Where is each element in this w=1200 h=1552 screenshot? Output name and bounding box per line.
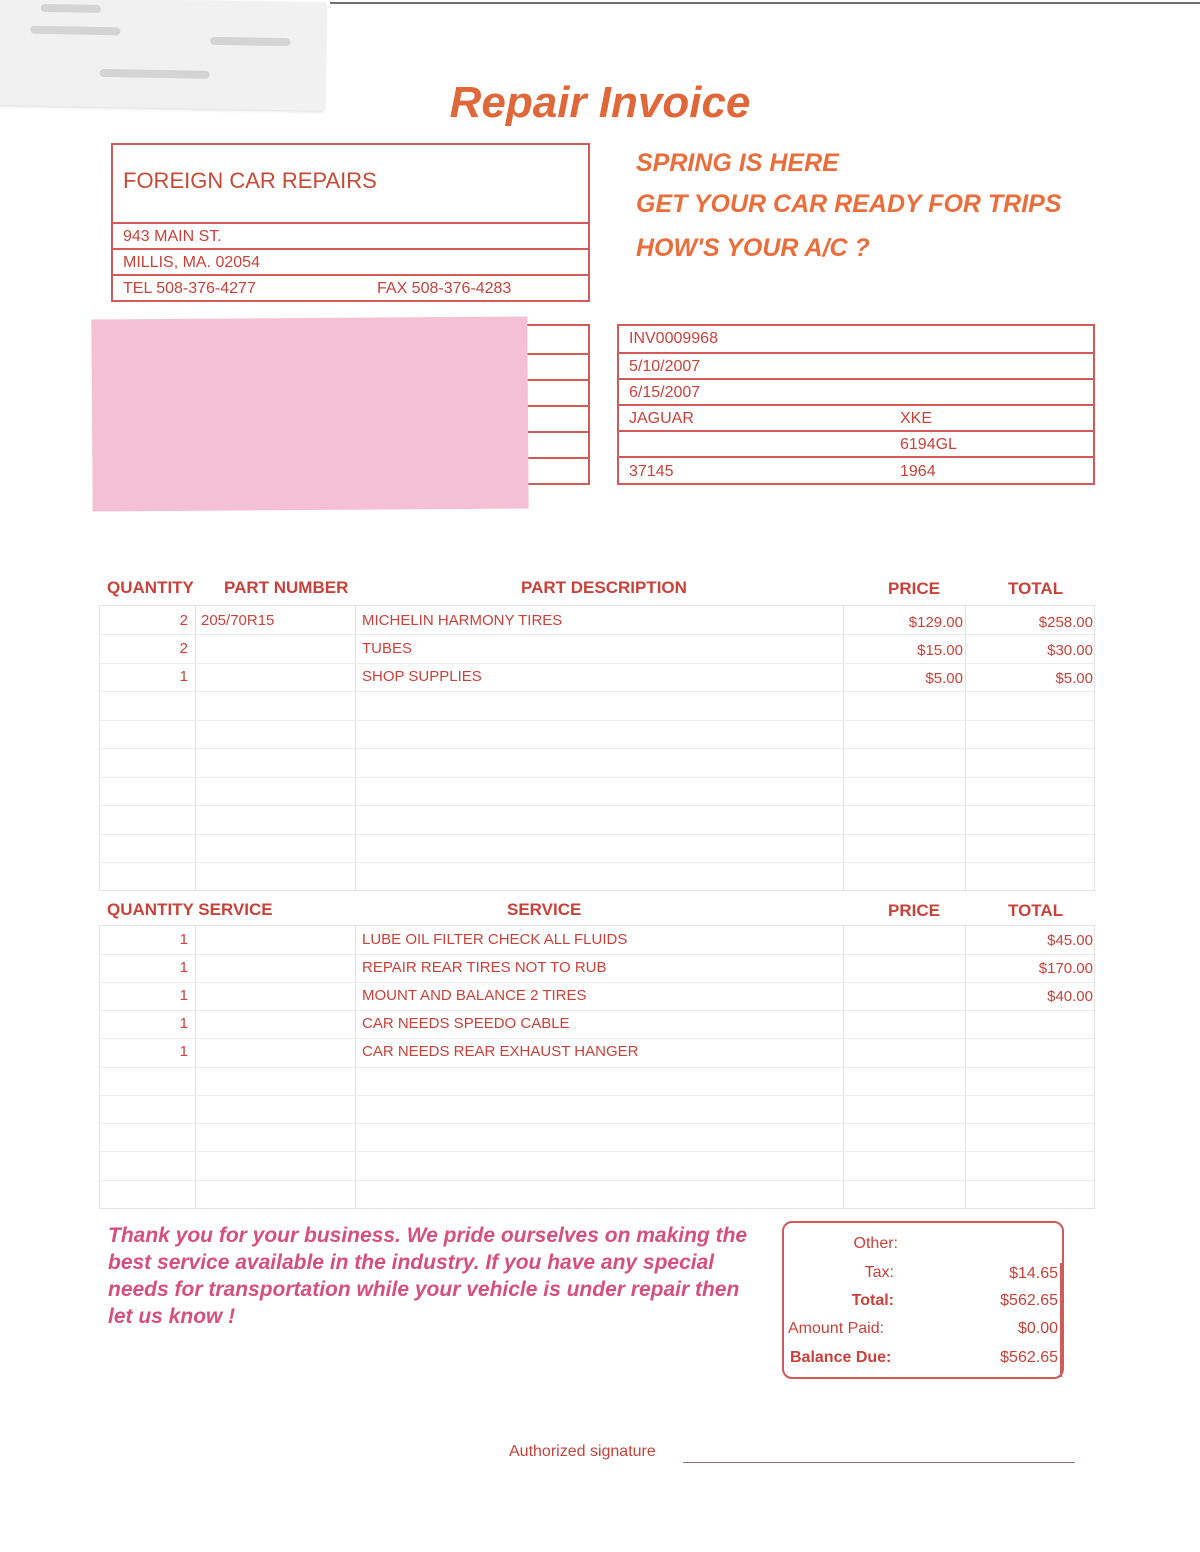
company-address2: MILLIS, MA. 02054 xyxy=(123,254,260,271)
amount-paid-label: Amount Paid: xyxy=(788,1320,885,1337)
page-edge-line xyxy=(330,2,1200,4)
service-description: REPAIR REAR TIRES NOT TO RUB xyxy=(362,959,607,976)
services-header-price: PRICE xyxy=(888,901,940,920)
slogan-line-3: HOW'S YOUR A/C ? xyxy=(636,234,870,262)
totals-box xyxy=(782,1221,1064,1379)
vehicle-model: XKE xyxy=(900,410,933,427)
invoice-date2-row xyxy=(619,378,1093,404)
company-info-box xyxy=(111,143,590,302)
invoice-number: INV0009968 xyxy=(629,330,718,347)
part-description: MICHELIN HARMONY TIRES xyxy=(362,612,563,629)
service-qty: 1 xyxy=(179,1043,188,1060)
part-total: $30.00 xyxy=(1047,642,1093,659)
services-header-quantity: QUANTITY SERVICE xyxy=(107,900,273,919)
part-description: SHOP SUPPLIES xyxy=(362,668,482,685)
invoice-number-row xyxy=(619,326,1093,352)
company-address1: 943 MAIN ST. xyxy=(123,228,222,245)
company-tel: TEL 508-376-4277 xyxy=(123,280,256,297)
service-total: $45.00 xyxy=(1047,932,1093,949)
service-qty: 1 xyxy=(179,987,188,1004)
part-price: $5.00 xyxy=(925,670,963,687)
part-number: 205/70R15 xyxy=(201,612,275,629)
balance-due-value: $562.65 xyxy=(1000,1349,1058,1366)
parts-header-total: TOTAL xyxy=(1008,579,1064,598)
slogan-line-1: SPRING IS HERE xyxy=(636,149,839,177)
vehicle-plate-row xyxy=(619,430,1093,456)
vehicle-year: 1964 xyxy=(900,463,936,480)
signature-line xyxy=(683,1462,1075,1463)
company-fax: FAX 508-376-4283 xyxy=(377,280,512,297)
part-price: $15.00 xyxy=(917,642,963,659)
services-table xyxy=(99,925,1095,1209)
parts-header-part-number: PART NUMBER xyxy=(224,578,349,597)
part-description: TUBES xyxy=(362,640,413,657)
part-price: $129.00 xyxy=(908,614,963,631)
vehicle-mileage-row xyxy=(619,456,1093,483)
total-label: Total: xyxy=(851,1292,894,1309)
tax-label: Tax: xyxy=(864,1264,894,1281)
part-qty: 1 xyxy=(179,668,188,685)
other-label: Other: xyxy=(853,1235,898,1252)
company-address-line2 xyxy=(113,248,588,274)
invoice-date2: 6/15/2007 xyxy=(629,384,701,401)
balance-due-label: Balance Due: xyxy=(790,1349,892,1366)
parts-header-price: PRICE xyxy=(888,579,940,598)
company-name: FOREIGN CAR REPAIRS xyxy=(123,168,377,193)
invoice-date1: 5/10/2007 xyxy=(629,358,701,375)
part-qty: 2 xyxy=(179,612,188,629)
service-description: CAR NEEDS REAR EXHAUST HANGER xyxy=(362,1043,639,1060)
vehicle-make-row xyxy=(619,404,1093,430)
total-value: $562.65 xyxy=(1000,1292,1058,1309)
vehicle-make: JAGUAR xyxy=(629,410,694,427)
parts-header-description: PART DESCRIPTION xyxy=(521,578,687,597)
company-address-line1 xyxy=(113,222,588,248)
service-total: $40.00 xyxy=(1047,988,1093,1005)
part-total: $5.00 xyxy=(1055,670,1093,687)
service-description: CAR NEEDS SPEEDO CABLE xyxy=(362,1015,570,1032)
part-total: $258.00 xyxy=(1038,614,1093,631)
service-description: MOUNT AND BALANCE 2 TIRES xyxy=(362,987,587,1004)
service-qty: 1 xyxy=(179,931,188,948)
slogan-line-2: GET YOUR CAR READY FOR TRIPS xyxy=(636,190,1062,218)
service-qty: 1 xyxy=(179,1015,188,1032)
amount-paid-value: $0.00 xyxy=(1017,1320,1058,1337)
service-description: LUBE OIL FILTER CHECK ALL FLUIDS xyxy=(362,931,628,948)
redaction-sticky-note xyxy=(91,316,528,511)
invoice-info-box xyxy=(617,324,1095,485)
tax-value: $14.65 xyxy=(1009,1265,1058,1282)
service-total: $170.00 xyxy=(1038,960,1093,977)
services-header-service: SERVICE xyxy=(507,900,582,919)
signature-label: Authorized signature xyxy=(509,1443,656,1460)
thank-you-message: Thank you for your business. We pride ourselves on making the best service available in the industry. If you have any special needs for transportation while your vehicle is under repair then let us know ! xyxy=(108,1224,748,1328)
services-header-total: TOTAL xyxy=(1008,901,1064,920)
vehicle-plate: 6194GL xyxy=(900,436,957,453)
parts-header-quantity: QUANTITY xyxy=(107,578,194,597)
service-qty: 1 xyxy=(179,959,188,976)
invoice-title: Repair Invoice xyxy=(449,78,751,127)
invoice-date1-row xyxy=(619,352,1093,378)
vehicle-mileage: 37145 xyxy=(629,463,674,480)
company-phone-line xyxy=(113,274,588,300)
parts-table xyxy=(99,605,1095,891)
part-qty: 2 xyxy=(179,640,188,657)
